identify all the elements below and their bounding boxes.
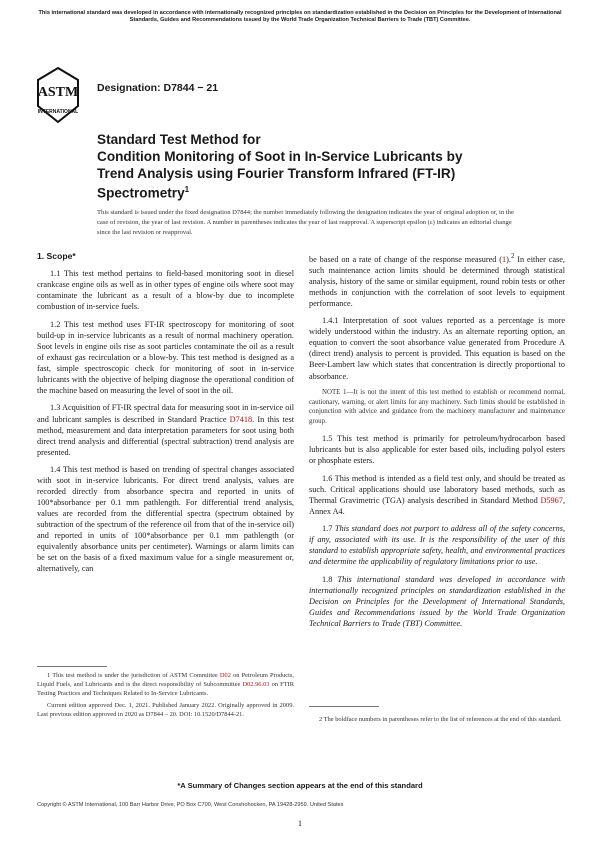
title-footnote-mark[interactable]: 1 [184, 185, 190, 195]
right-column [309, 251, 565, 635]
issued-note: This standard is issued under the fixed designation D7844; the number immediately following the designation indicates the year of original adoption or, in the case of revision, the year of last revision. A number in parentheses indicates the year of last reapproval. A superscript epsilon (ε) indicates an editorial change since the last revision or reapproval. [97, 209, 514, 236]
paragraph-1-6-text-b: , Annex A4. [309, 495, 565, 516]
footnote-1-text-b: on Petroleum Products, Liquid Fuels, and Lubricants and is the direct responsibility of Subcommittee [37, 672, 294, 689]
title-line-1: Standard Test Method for [97, 132, 261, 147]
summary-of-changes-note: *A Summary of Changes section appears at the end of this standard [177, 781, 423, 790]
paragraph-1-6-text-a: 1.6 This method is intended as a field test only, and should be treated as such. Critical applications should use laboratory based methods, such as Thermal Gravimetric (TGA) analysis described in Standard Method [309, 473, 565, 505]
footnote-1-edition: Current edition approved Dec. 1, 2021. Published January 2022. Originally approved in 2009. Last previous edition approved in 2020 as D7844 – 20. DOI: 10.1520/D7844-21. [37, 701, 294, 718]
footnote-1 [37, 671, 294, 699]
paragraph-1-4-cont-text-a: be based on a rate of change of the response measured ( [309, 254, 503, 264]
footnote-1-text-a: 1 This test method is under the jurisdiction of ASTM Committee [47, 672, 220, 679]
paragraph-1-4-1: 1.4.1 Interpretation of soot values reported as a percentage is more widely understood within the industry. As an alternate reporting option, an equation to convert the soot absorbance value generated from Procedure A (direct trend) analysis to percent is provided. This equation is based on the Beer-Lambert law which states that concentration is directly proportional to absorbance. [309, 316, 565, 381]
note-1: NOTE 1—It is not the intent of this test method to establish or recommend normal, cautionary, warning, or alert limits for any machinery. Such limits should be established in conjunction with advice and guidance from the machinery manufacturer and maintenance group. [309, 388, 565, 426]
link-d5967[interactable]: D5967 [540, 495, 563, 505]
header-notice: This international standard was developed in accordance with internationally recognized principles on standardization established in the Decision on Principles for the Development of International Standards, Guides and Recommendations issued by the World Trade Organization Technical Barriers to Trade (TBT) Committee. [38, 10, 562, 24]
title-line-4-text: Spectrometry [97, 185, 185, 201]
paragraph-1-4-continued: be based on a rate of change of the response measured (1).$^2$ In either case, such maintenance action limits should be determined through statistical analysis, history of the same or similar equipment, round robin tests or other methods in conjunction with the correlation of soot levels to equipment performance. [309, 253, 565, 308]
footnote-divider-left [37, 666, 107, 667]
paragraph-1-8 [309, 574, 565, 629]
paragraph-1-3 [37, 402, 294, 457]
title-line-4 [97, 182, 527, 202]
footnote-mark-2[interactable]: 2 [510, 253, 515, 260]
paragraph-1-7-number: 1.7 [322, 524, 335, 534]
designation: Designation: D7844 − 21 [97, 82, 219, 94]
link-d02-96-03[interactable]: D02.96.03 [242, 681, 270, 689]
paragraph-1-8-number: 1.8 [322, 574, 338, 584]
link-d7418[interactable]: D7418 [229, 414, 253, 424]
footnotes-right [309, 715, 565, 726]
reference-link-1[interactable]: 1 [502, 254, 507, 264]
paragraph-1-2: 1.2 This test method uses FT-IR spectroscopy for monitoring of soot build-up in in-service lubricants as a result of normal machinery operation. Soot levels in engine oils rise as soot particles contaminate the oil as a result of exhaust gas recirculation or a blow-by. This test method is designed as a fast, simple spectroscopic check for monitoring of soot in in-service lubricants with the objective of helping diagnose the operational condition of the machine based on measuring the level of soot in the oil. [37, 319, 294, 396]
paragraph-1-7 [309, 523, 565, 567]
footnote-1-text-c: on FTIR Testing Practices and Techniques Related to In-Service Lubricants. [37, 681, 294, 698]
footnote-divider-right [309, 706, 379, 707]
astm-logo-icon [36, 66, 80, 124]
paragraph-1-3-text-a: 1.3 Acquisition of FT-IR spectral data for measuring soot in in-service oil and lubricant samples is described in Standard Practice [37, 403, 294, 424]
paragraph-1-1: 1.1 This test method pertains to field-based monitoring soot in diesel crankcase engine oils as well as in other types of engine oils where soot may contaminate the lubricant as a result of a blow-by due to incomplete combustion of in-service fuels. [37, 269, 294, 312]
svg-text:INTERNATIONAL: INTERNATIONAL [37, 109, 79, 115]
paragraph-1-4-cont-text-b: In either case, such maintenance action limits should be determined through statistical analysis, history of the same or similar equipment, round robin tests or other methods in conjunction with the correlation of soot levels to equipment performance. [309, 254, 565, 308]
left-column [37, 251, 294, 581]
paragraph-1-5: 1.5 This test method is primarily for petroleum/hydrocarbon based lubricants but is also applicable for ester based oils, including polyol esters or phosphate esters. [309, 434, 565, 466]
paragraph-1-4: 1.4 This test method is based on trending of spectral changes associated with soot in in-service lubricants. For direct trend analysis, values are recorded directly from absorbance spectra and reported in units of 100*absorbance per 0.1 mm pathlength. For differential trend analysis, values are recorded from the differential spectra (spectrum obtained by subtraction of the spectrum of the reference oil from that of the in-service oil) and reported in units of 100*absorbance per 0.1 mm pathlength (or equivalently absorbance units per centimeter). Warnings or alarm limits can be set on the basis of a fixed maximum value for a single measurement or, alternatively, can [37, 464, 294, 574]
paragraph-1-6 [309, 473, 565, 517]
section-heading-scope: 1. Scope* [37, 251, 76, 261]
link-d02[interactable]: D02 [219, 672, 231, 679]
copyright-line: Copyright © ASTM International, 100 Barr Harbor Drive, PO Box C700, West Conshohocken, PA 19428-2959. United States [37, 802, 344, 808]
page-title [97, 132, 527, 203]
footnotes-left [37, 671, 294, 721]
title-line-2: Condition Monitoring of Soot in In-Service Lubricants by [97, 148, 463, 164]
footnote-2: 2 The boldface numbers in parentheses refer to the list of references at the end of this standard. [319, 716, 562, 723]
paragraph-1-3-text-b: . In this test method, measurement and data interpretation parameters for soot using both direct trend analysis and differential (spectral subtraction) trend analysis are presented. [37, 414, 294, 457]
title-line-3: Trend Analysis using Fourier Transform Infrared (FT-IR) [97, 165, 456, 181]
paragraph-1-7-text: This standard does not purport to address all of the safety concerns, if any, associated with its use. It is the responsibility of the user of this standard to establish appropriate safety, health, and environmental practices and determine the applicability of regulatory limitations prior to use. [309, 524, 566, 567]
page-number: 1 [297, 819, 303, 828]
paragraph-1-8-text: This international standard was developed in accordance with internationally recognized principles on standardization established in the Decision on Principles for the Development of International Standards, Guides and Recommendations issued by the World Trade Organization Technical Barriers to Trade (TBT) Committee. [309, 574, 566, 628]
svg-text:ASTM: ASTM [37, 85, 79, 100]
